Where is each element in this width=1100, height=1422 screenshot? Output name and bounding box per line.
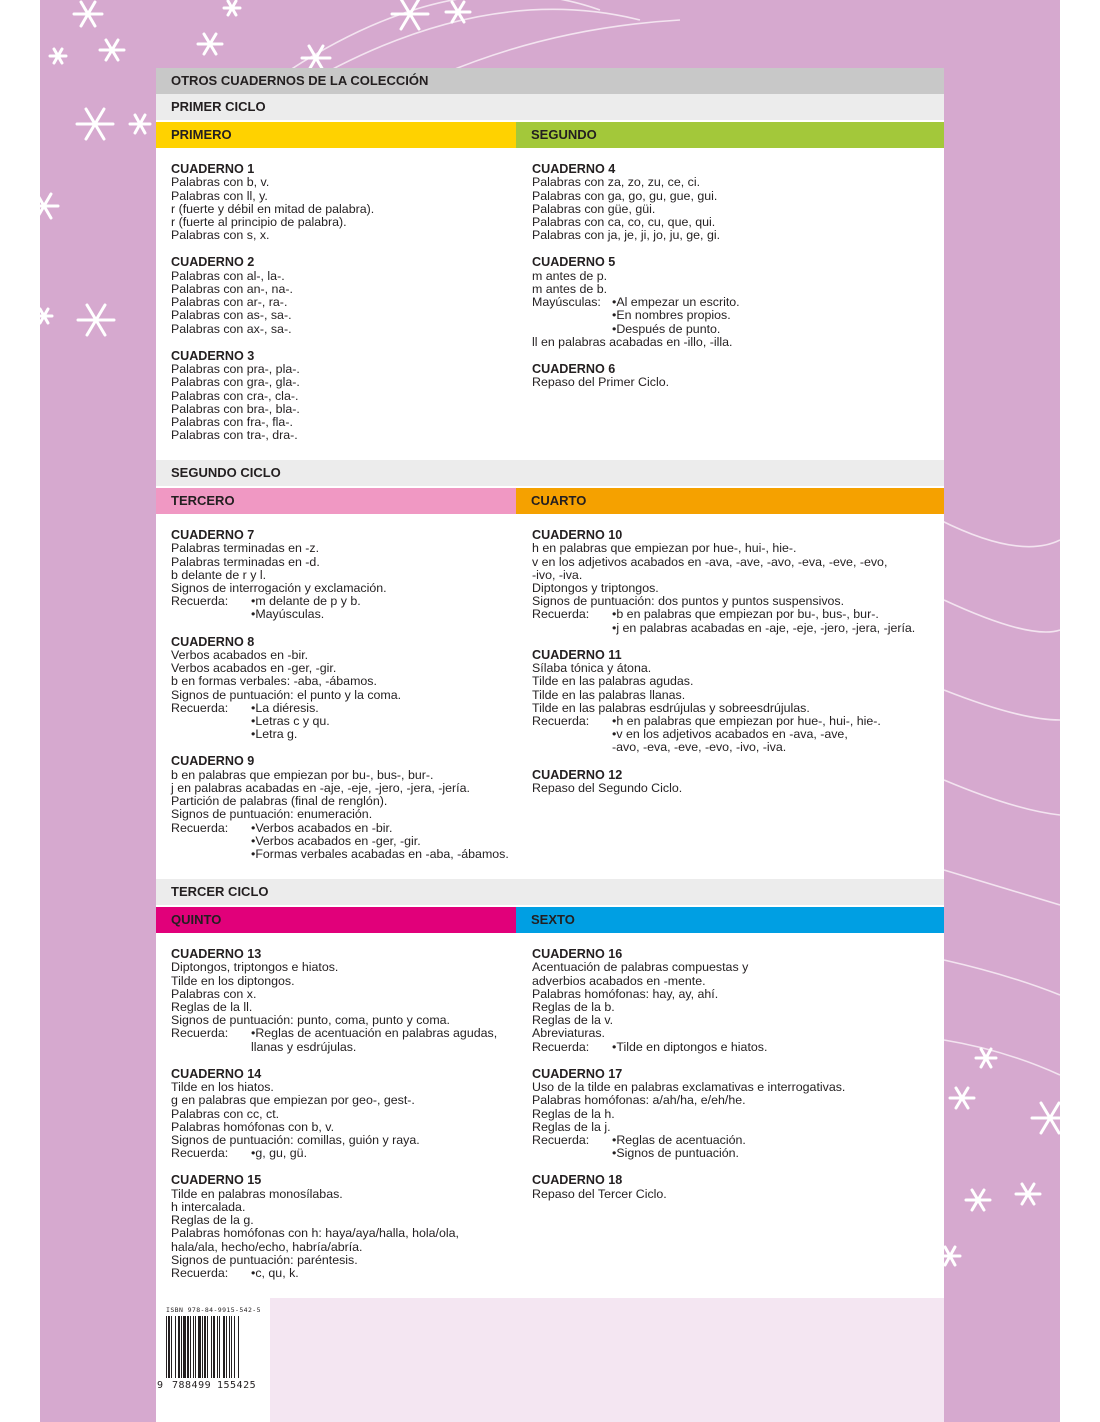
reminder-item: •Al empezar un escrito.: [612, 295, 740, 310]
notebook-line: Palabras con s, x.: [171, 228, 270, 243]
notebook-line: b delante de r y l.: [171, 567, 267, 582]
notebook-line: Palabras homófonas con h: haya/aya/halla, hola/ola,: [171, 1226, 459, 1241]
notebook-line: Palabras con ga, go, gu, gue, gui.: [532, 188, 718, 203]
grade-segundo: SEGUNDO: [516, 122, 944, 148]
column-primero: [171, 163, 541, 456]
notebook-line: Palabras homófonas con b, v.: [171, 1119, 335, 1134]
notebook-line: g en palabras que empiezan por geo-, gest-.: [171, 1093, 415, 1108]
reminder-label: Recuerda:: [532, 1039, 590, 1054]
notebook-line: Tilde en las palabras esdrújulas y sobreesdrújulas.: [532, 700, 810, 715]
notebook-line: Palabras con ar-, ra-.: [171, 295, 288, 310]
reminder-label: Recuerda:: [532, 607, 590, 622]
reminder-bullets: [251, 595, 361, 621]
column-segundo: [532, 163, 932, 404]
notebook-line: Palabras con al-, la-.: [171, 268, 285, 283]
barcode-bar: [166, 1316, 167, 1378]
notebook-line: Reglas de la b.: [532, 1000, 615, 1015]
notebook-line: ll en palabras acabadas en -illo, -illa.: [532, 334, 733, 349]
collection-title: OTROS CUADERNOS DE LA COLECCIÓN: [156, 68, 944, 94]
notebook-line: Tilde en las palabras agudas.: [532, 674, 694, 689]
notebook-line: Verbos acabados en -bir.: [171, 648, 309, 663]
notebook-title: CUADERNO 2: [171, 255, 255, 270]
notebook-line: Signos de puntuación: paréntesis.: [171, 1252, 358, 1267]
notebook-block: [171, 948, 541, 1054]
notebook-line: h intercalada.: [171, 1200, 246, 1215]
barcode-bars: [166, 1316, 264, 1390]
reminder-group: [171, 1267, 541, 1280]
notebook-line: h en palabras que empiezan por hue-, hui-, hie-.: [532, 541, 797, 556]
notebook-line: Reglas de la g.: [171, 1213, 254, 1228]
reminder-group: [171, 1027, 541, 1053]
reminder-group: [171, 1147, 541, 1160]
notebook-line: Repaso del Primer Ciclo.: [532, 375, 670, 390]
notebook-line: j en palabras acabadas en -aje, -eje, -jero, -jera, -jería.: [171, 781, 470, 796]
barcode-bar: [202, 1316, 203, 1378]
notebook-line: Palabras con cra-, cla-.: [171, 388, 299, 403]
reminder-item: •En nombres propios.: [612, 308, 731, 323]
notebook-line: Palabras terminadas en -d.: [171, 554, 320, 569]
reminder-group: [532, 1134, 932, 1160]
cycle-1-title: PRIMER CICLO: [156, 94, 944, 120]
notebook-title: CUADERNO 13: [171, 947, 262, 961]
notebook-title: CUADERNO 11: [532, 647, 622, 662]
notebook-line: b en formas verbales: -aba, -ábamos.: [171, 674, 377, 689]
reminder-label: Recuerda:: [171, 1146, 229, 1161]
barcode-bar: [198, 1316, 201, 1378]
column-cuarto: [532, 529, 932, 809]
barcode-bar: [217, 1316, 218, 1378]
notebook-line: Palabras con as-, sa-.: [171, 308, 292, 323]
notebook-line: Verbos acabados en -ger, -gir.: [171, 661, 337, 676]
reminder-bullets: [251, 822, 509, 862]
notebook-line: Uso de la tilde en palabras exclamativas e interrogativas.: [532, 1080, 846, 1095]
reminder-item: •m delante de p y b.: [251, 594, 361, 609]
notebook-block: [532, 363, 932, 390]
reminder-item: •Signos de puntuación.: [612, 1146, 739, 1161]
notebook-line: Signos de puntuación: enumeración.: [171, 807, 373, 822]
notebook-title: CUADERNO 8: [171, 634, 255, 649]
notebook-block: [171, 636, 541, 742]
footer-band: [270, 1298, 944, 1422]
barcode-bar: [171, 1316, 172, 1378]
reminder-bullets: [251, 1147, 307, 1160]
notebook-line: Acentuación de palabras compuestas y: [532, 960, 749, 975]
column-sexto: [532, 948, 932, 1215]
barcode-bar: [168, 1316, 170, 1378]
reminder-item: •Mayúsculas.: [251, 607, 325, 622]
notebook-block: [171, 1068, 541, 1161]
cycle-3-title: TERCER CICLO: [156, 879, 944, 905]
reminder-item: •Verbos acabados en -bir.: [251, 820, 393, 835]
notebook-title: CUADERNO 9: [171, 754, 255, 769]
notebook-block: [532, 769, 932, 796]
reminder-label: Recuerda:: [532, 1133, 590, 1148]
barcode-bar: [231, 1316, 232, 1378]
notebook-line: m antes de p.: [532, 268, 608, 283]
reminder-item: •g, gu, gü.: [251, 1146, 308, 1161]
notebook-line: m antes de b.: [532, 282, 608, 297]
grade-quinto: QUINTO: [156, 907, 516, 933]
notebook-line: Palabras con bra-, bla-.: [171, 401, 300, 416]
notebook-line: Palabras con za, zo, zu, ce, ci.: [532, 175, 701, 190]
notebook-block: [532, 256, 932, 349]
notebook-title: CUADERNO 12: [532, 767, 623, 782]
notebook-title: CUADERNO 6: [532, 362, 616, 377]
barcode-bar: [183, 1316, 186, 1378]
reminder-item: •Letra g.: [251, 727, 298, 742]
notebook-block: [532, 948, 932, 1054]
notebook-line: Palabras homófonas: a/ah/ha, e/eh/he.: [532, 1093, 746, 1108]
notebook-line: Signos de puntuación: punto, coma, punto y coma.: [171, 1013, 450, 1028]
grade-cuarto: CUARTO: [516, 488, 944, 514]
notebook-line: b en palabras que empiezan por bu-, bus-, bur-.: [171, 767, 434, 782]
reminder-label: Recuerda:: [171, 700, 229, 715]
barcode-bar: [178, 1316, 180, 1378]
reminder-item: •Tilde en diptongos e hiatos.: [612, 1039, 768, 1054]
notebook-title: CUADERNO 14: [171, 1066, 262, 1081]
notebook-block: [171, 256, 541, 335]
reminder-group: [171, 702, 541, 742]
notebook-line: Reglas de la h.: [532, 1106, 615, 1121]
reminder-bullets: [612, 1041, 767, 1054]
barcode-digit-first: 9: [157, 1380, 164, 1391]
reminder-group: [532, 296, 932, 336]
notebook-block: [171, 1174, 541, 1280]
notebook-title: CUADERNO 1: [171, 162, 255, 176]
notebook-line: Tilde en las palabras llanas.: [532, 687, 686, 702]
reminder-item: •c, qu, k.: [251, 1266, 299, 1281]
notebook-line: adverbios acabados en -mente.: [532, 973, 706, 988]
reminder-item: •Reglas de acentuación.: [612, 1133, 746, 1148]
notebook-line: Tilde en los diptongos.: [171, 973, 295, 988]
grade-primero: PRIMERO: [156, 122, 516, 148]
notebook-title: CUADERNO 17: [532, 1066, 623, 1081]
notebook-block: [532, 529, 932, 635]
notebook-line: Palabras con ca, co, cu, que, qui.: [532, 215, 716, 230]
barcode-bar: [211, 1316, 212, 1378]
reminder-label: Recuerda:: [171, 820, 229, 835]
notebook-title: CUADERNO 3: [171, 348, 255, 363]
barcode-bar: [219, 1316, 220, 1378]
notebook-line: Abreviaturas.: [532, 1026, 606, 1041]
isbn-barcode: [157, 1306, 264, 1398]
barcode-bar: [207, 1316, 208, 1378]
reminder-item: •h en palabras que empiezan por hue-, hui-, hie-.: [612, 714, 881, 729]
barcode-bar: [181, 1316, 182, 1378]
grade-tercero: TERCERO: [156, 488, 516, 514]
reminder-item: •j en palabras acabadas en -aje, -eje, -jero, -jera, -jería.: [612, 620, 916, 635]
notebook-line: Partición de palabras (final de renglón).: [171, 794, 388, 809]
reminder-item: •Después de punto.: [612, 321, 721, 336]
notebook-line: Tilde en los hiatos.: [171, 1080, 274, 1095]
reminder-group: [171, 822, 541, 862]
column-tercero: [171, 529, 541, 875]
barcode-bar: [234, 1316, 235, 1378]
notebook-line: Palabras con gra-, gla-.: [171, 375, 300, 390]
notebook-line: Diptongos y triptongos.: [532, 581, 659, 596]
barcode-digits-right: 155425: [217, 1380, 257, 1391]
notebook-line: Palabras con cc, ct.: [171, 1106, 280, 1121]
barcode-bar: [187, 1316, 189, 1378]
barcode-digits-left: 788499: [172, 1380, 212, 1391]
reminder-item: •v en los adjetivos acabados en -ava, -ave,: [612, 727, 848, 742]
barcode-bar: [226, 1316, 227, 1378]
notebook-line: Diptongos, triptongos e hiatos.: [171, 960, 339, 975]
notebook-block: [171, 755, 541, 861]
notebook-line: Repaso del Tercer Ciclo.: [532, 1186, 667, 1201]
notebook-block: [532, 163, 932, 242]
barcode-bar: [190, 1316, 191, 1378]
reminder-item: •b en palabras que empiezan por bu-, bus-, bur-.: [612, 607, 879, 622]
reminder-bullets: [251, 1027, 497, 1053]
reminder-label: Recuerda:: [171, 1266, 229, 1281]
notebook-title: CUADERNO 10: [532, 528, 623, 542]
notebook-line: Signos de interrogación y exclamación.: [171, 581, 387, 596]
column-quinto: [171, 948, 541, 1294]
reminder-bullets: [612, 715, 881, 755]
reminder-item: -avo, -eva, -eve, -evo, -ivo, -iva.: [612, 740, 787, 755]
notebook-line: Signos de puntuación: dos puntos y puntos suspensivos.: [532, 594, 845, 609]
reminder-group: [532, 608, 932, 634]
barcode-bar: [204, 1316, 206, 1378]
notebook-block: [532, 649, 932, 755]
barcode-bar: [213, 1316, 215, 1378]
reminder-label: Recuerda:: [171, 594, 229, 609]
notebook-line: Tilde en palabras monosílabas.: [171, 1186, 343, 1201]
notebook-title: CUADERNO 16: [532, 947, 623, 961]
reminder-group: [532, 715, 932, 755]
notebook-line: -ivo, -iva.: [532, 567, 583, 582]
notebook-line: Palabras con fra-, fla-.: [171, 415, 293, 430]
notebook-line: Reglas de la v.: [532, 1013, 614, 1028]
notebook-line: Palabras terminadas en -z.: [171, 541, 320, 556]
notebook-line: Sílaba tónica y átona.: [532, 661, 652, 676]
reminder-label: Recuerda:: [171, 1026, 229, 1041]
reminder-item: •Reglas de acentuación en palabras agudas,: [251, 1026, 498, 1041]
reminder-bullets: [612, 296, 740, 336]
notebook-title: CUADERNO 5: [532, 255, 616, 270]
reminder-item: •Verbos acabados en -ger, -gir.: [251, 833, 421, 848]
notebook-title: CUADERNO 15: [171, 1173, 262, 1188]
isbn-label: ISBN 978-84-9915-542-5: [166, 1306, 261, 1314]
notebook-line: v en los adjetivos acabados en -ava, -ave, -avo, -eva, -eve, -evo,: [532, 554, 888, 569]
notebook-line: Palabras con ja, je, ji, jo, ju, ge, gi.: [532, 228, 721, 243]
notebook-line: Palabras homófonas: hay, ay, ahí.: [532, 986, 719, 1001]
notebook-line: Palabras con güe, güi.: [532, 201, 656, 216]
reminder-group: [532, 1041, 932, 1054]
reminder-label: Mayúsculas:: [532, 295, 601, 310]
reminder-bullets: [251, 702, 330, 742]
barcode-bar: [223, 1316, 225, 1378]
notebook-block: [171, 529, 541, 622]
notebook-block: [171, 163, 541, 242]
notebook-line: hala/ala, hecho/echo, habría/abría.: [171, 1239, 363, 1254]
notebook-line: Palabras con pra-, pla-.: [171, 362, 300, 377]
reminder-label: Recuerda:: [532, 714, 590, 729]
notebook-line: Palabras con ax-, sa-.: [171, 321, 292, 336]
barcode-bar: [193, 1316, 194, 1378]
reminder-item: llanas y esdrújulas.: [251, 1039, 357, 1054]
grade-sexto: SEXTO: [516, 907, 944, 933]
barcode-bar: [195, 1316, 196, 1378]
reminder-item: •Letras c y qu.: [251, 714, 330, 729]
notebook-line: Palabras con x.: [171, 986, 257, 1001]
barcode-bar: [238, 1316, 239, 1378]
reminder-bullets: [612, 608, 915, 634]
reminder-item: •La diéresis.: [251, 700, 319, 715]
reminder-item: •Formas verbales acabadas en -aba, -ábamos.: [251, 847, 509, 862]
notebook-block: [532, 1174, 932, 1201]
notebook-title: CUADERNO 7: [171, 528, 255, 542]
notebook-line: r (fuerte y débil en mitad de palabra).: [171, 201, 375, 216]
notebook-block: [532, 1068, 932, 1161]
notebook-block: [171, 350, 541, 443]
cycle-2-title: SEGUNDO CICLO: [156, 460, 944, 486]
reminder-bullets: [612, 1134, 746, 1160]
notebook-title: CUADERNO 4: [532, 162, 616, 176]
notebook-line: Signos de puntuación: el punto y la coma.: [171, 687, 402, 702]
reminder-group: [171, 595, 541, 621]
notebook-line: Palabras con ll, y.: [171, 188, 268, 203]
notebook-title: CUADERNO 18: [532, 1173, 623, 1188]
notebook-line: Reglas de la j.: [532, 1119, 611, 1134]
reminder-bullets: [251, 1267, 299, 1280]
notebook-line: r (fuerte al principio de palabra).: [171, 215, 347, 230]
notebook-line: Palabras con tra-, dra-.: [171, 428, 298, 443]
notebook-line: Signos de puntuación: comillas, guión y raya.: [171, 1133, 420, 1148]
notebook-line: Reglas de la ll.: [171, 1000, 253, 1015]
notebook-line: Palabras con b, v.: [171, 175, 270, 190]
notebook-line: Repaso del Segundo Ciclo.: [532, 781, 683, 796]
barcode-bar: [229, 1316, 230, 1378]
barcode-bar: [175, 1316, 176, 1378]
notebook-line: Palabras con an-, na-.: [171, 282, 293, 297]
